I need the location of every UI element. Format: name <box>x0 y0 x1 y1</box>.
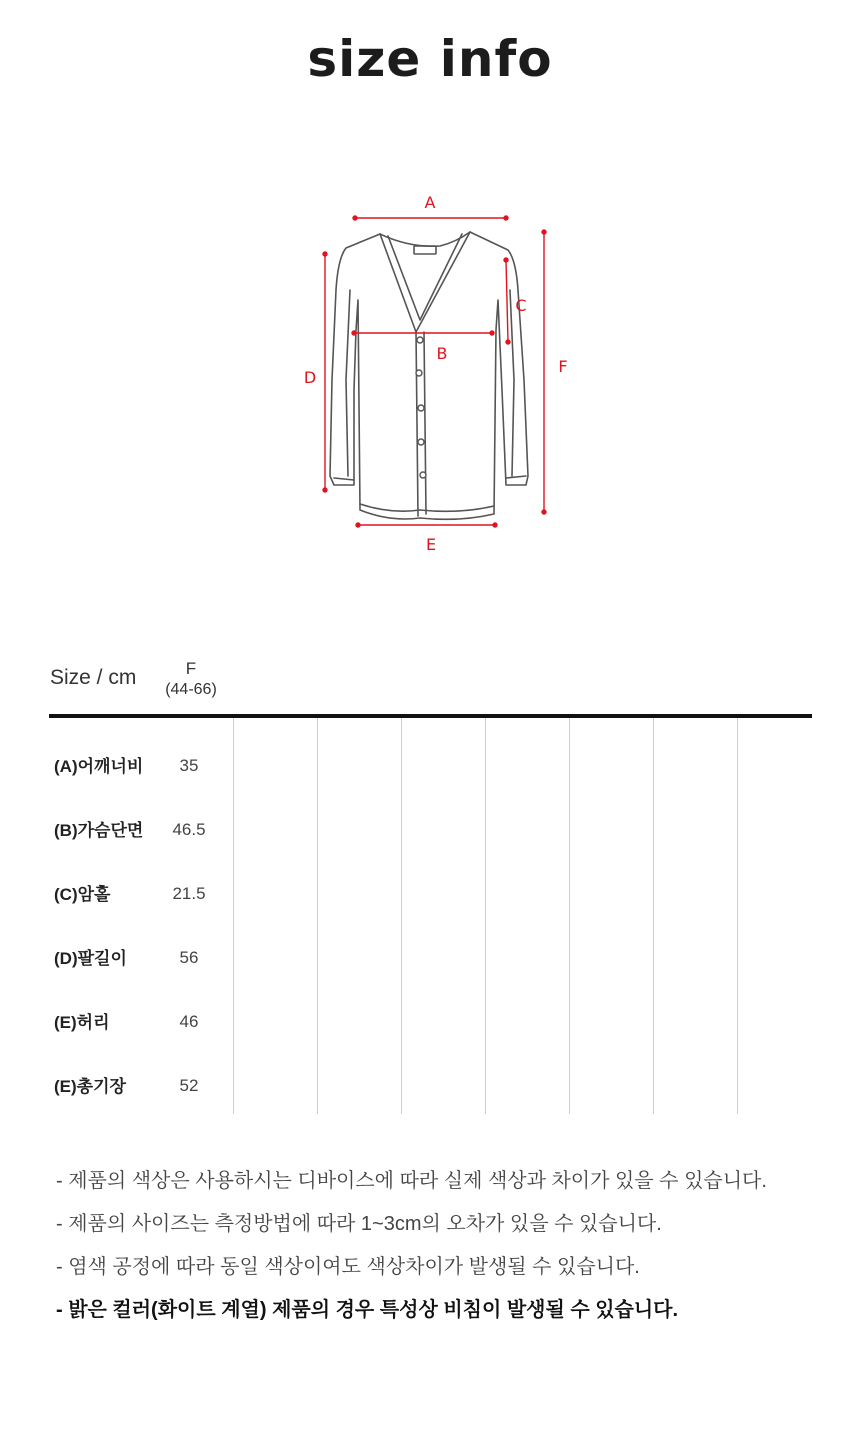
table-header-rule <box>49 714 812 718</box>
right-cuff-rib <box>506 476 526 478</box>
hem-rib <box>360 504 494 511</box>
row-value-total-length: 52 <box>179 1076 199 1095</box>
dim-label-e: E <box>425 535 437 554</box>
table-column-divider <box>569 718 570 1114</box>
dim-label-d: D <box>303 368 317 387</box>
page-title: size info <box>307 30 553 88</box>
row-label-waist: (E)허리 <box>54 1013 110 1032</box>
table-column-divider <box>653 718 654 1114</box>
table-column-divider <box>737 718 738 1114</box>
button-1 <box>417 337 423 343</box>
measure-dot-f-start <box>542 230 546 234</box>
measure-dot-d-start <box>323 252 327 256</box>
dim-label-a: A <box>424 193 436 212</box>
neck-label <box>414 246 436 254</box>
measure-dot-a-end <box>504 216 508 220</box>
garment-measurement-diagram <box>280 180 600 570</box>
table-column-divider <box>233 718 234 1114</box>
notice-list <box>56 1162 836 1334</box>
measure-dot-c-start <box>504 258 508 262</box>
row-label-armhole: (C)암홀 <box>54 885 111 904</box>
row-label-sleeve: (D)팔길이 <box>54 949 127 968</box>
table-column-divider <box>401 718 402 1114</box>
row-value-sleeve: 56 <box>179 948 199 967</box>
size-column-range: (44-66) <box>165 681 217 698</box>
button-2 <box>416 370 422 376</box>
size-column-name: F <box>185 659 197 678</box>
notice-item: - 제품의 색상은 사용하시는 디바이스에 따라 실제 색상과 차이가 있을 수 있습니다. <box>56 1170 767 1192</box>
row-value-shoulder: 35 <box>179 756 199 775</box>
dim-label-c: C <box>515 296 527 315</box>
measure-dot-e-end <box>493 523 497 527</box>
measure-dot-c-end <box>506 340 510 344</box>
size-column-header <box>160 658 222 700</box>
row-label-shoulder: (A)어깨너비 <box>54 757 144 776</box>
notice-item: - 제품의 사이즈는 측정방법에 따라 1~3cm의 오차가 있을 수 있습니다. <box>56 1213 662 1235</box>
measure-dot-f-end <box>542 510 546 514</box>
cardigan-illustration <box>280 180 600 570</box>
size-table-header-label: Size / cm <box>50 666 137 689</box>
table-column-divider <box>317 718 318 1114</box>
left-sleeve-inner <box>346 290 350 476</box>
right-sleeve-inner <box>510 290 514 476</box>
notice-item-emphasis: - 밝은 컬러(화이트 계열) 제품의 경우 특성상 비침이 발생될 수 있습니다. <box>56 1299 679 1321</box>
notice-item: - 염색 공정에 따라 동일 색상이여도 색상차이가 발생될 수 있습니다. <box>56 1256 640 1278</box>
measure-dot-a-start <box>353 216 357 220</box>
left-cuff-rib <box>334 478 354 480</box>
row-value-chest: 46.5 <box>172 820 206 839</box>
placket-line-right <box>424 332 426 514</box>
measure-line-c <box>506 260 508 342</box>
row-value-armhole: 21.5 <box>172 884 206 903</box>
measure-dot-b-start <box>352 331 356 335</box>
v-neck-placket-inner <box>388 234 462 320</box>
measure-dot-d-end <box>323 488 327 492</box>
cardigan-outline <box>330 232 528 519</box>
table-column-divider <box>485 718 486 1114</box>
measure-dot-e-start <box>356 523 360 527</box>
row-label-total-length: (E)총기장 <box>54 1077 126 1096</box>
dim-label-f: F <box>558 357 568 376</box>
row-label-chest: (B)가슴단면 <box>54 821 144 840</box>
button-4 <box>418 439 424 445</box>
row-value-waist: 46 <box>179 1012 199 1031</box>
measure-dot-b-end <box>490 331 494 335</box>
placket-line-left <box>416 332 418 516</box>
dim-label-b: B <box>436 344 448 363</box>
button-5 <box>420 472 426 478</box>
button-3 <box>418 405 424 411</box>
